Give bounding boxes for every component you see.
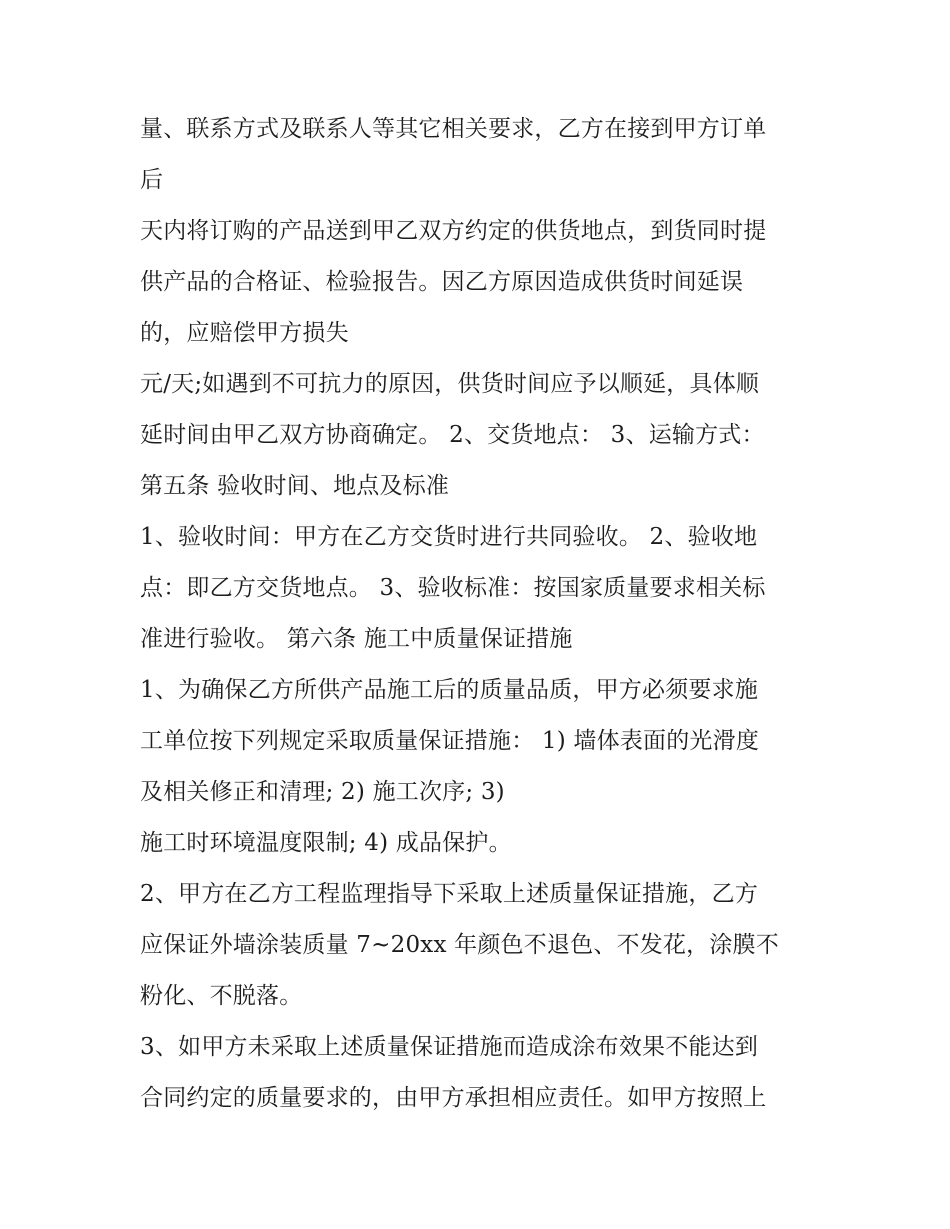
text-line: 延时间由甲乙双方协商确定。 2、交货地点： 3、运输方式： [140, 422, 765, 448]
text-line: 后 [140, 167, 164, 193]
text-line: 供产品的合格证、检验报告。因乙方原因造成供货时间延误 [140, 269, 744, 295]
text-line: 工单位按下列规定采取质量保证措施： 1) 墙体表面的光滑度 [140, 728, 760, 754]
text-line: 应保证外墙涂装质量 7~20xx 年颜色不退色、不发花，涂膜不 [140, 932, 779, 958]
contract-text [140, 104, 830, 1124]
text-line: 及相关修正和清理; 2) 施工次序; 3) [140, 779, 505, 805]
text-line: 的，应赔偿甲方损失 [140, 320, 349, 346]
text-line: 1、验收时间：甲方在乙方交货时进行共同验收。 2、验收地 [140, 524, 758, 550]
text-line: 元/天;如遇到不可抗力的原因，供货时间应予以顺延，具体顺 [140, 371, 760, 397]
text-line: 1、为确保乙方所供产品施工后的质量品质，甲方必须要求施 [140, 677, 759, 703]
text-line: 量、联系方式及联系人等其它相关要求，乙方在接到甲方订单 [140, 116, 767, 142]
text-line: 3、如甲方未采取上述质量保证措施而造成涂布效果不能达到 [140, 1034, 759, 1060]
text-line: 点：即乙方交货地点。 3、验收标准：按国家质量要求相关标 [140, 575, 766, 601]
text-line: 合同约定的质量要求的，由甲方承担相应责任。如甲方按照上 [140, 1085, 767, 1111]
text-line: 2、甲方在乙方工程监理指导下采取上述质量保证措施，乙方 [140, 881, 759, 907]
section-heading: 第五条 验收时间、地点及标准 [140, 473, 450, 499]
text-line: 天内将订购的产品送到甲乙双方约定的供货地点，到货同时提 [140, 218, 767, 244]
text-line: 准进行验收。 第六条 施工中质量保证措施 [140, 626, 573, 652]
text-line: 施工时环境温度限制; 4) 成品保护。 [140, 830, 512, 856]
text-line: 粉化、不脱落。 [140, 983, 303, 1009]
